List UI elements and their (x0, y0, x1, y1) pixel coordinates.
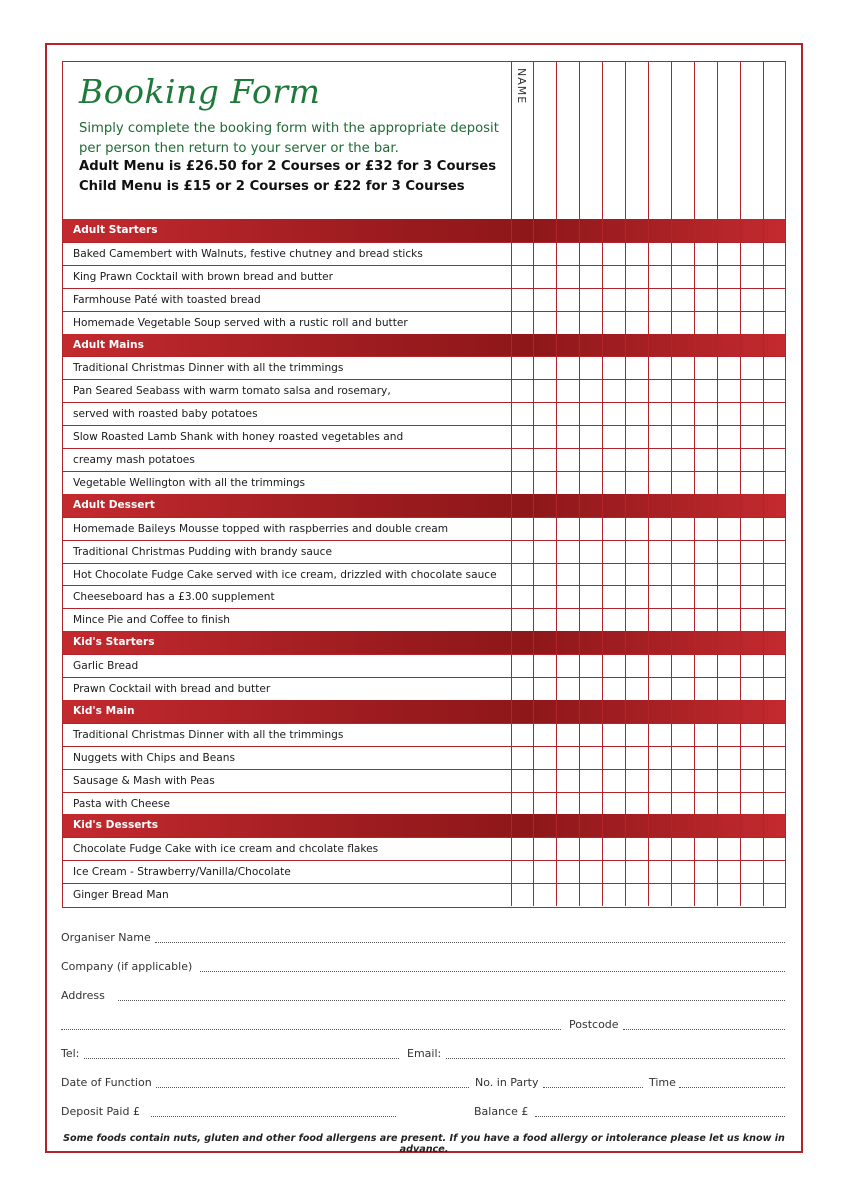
menu-item: Traditional Christmas Dinner with all the trimmings (63, 356, 511, 379)
menu-item: Prawn Cocktail with bread and butter (63, 677, 511, 700)
allergen-notice: Some foods contain nuts, gluten and other food allergens are present. If you have a food allergy or intolerance please let us know in advance. (63, 1133, 785, 1155)
deposit-label: Deposit Paid £ (61, 1105, 140, 1118)
party-field[interactable] (543, 1087, 643, 1088)
name-column-divider (511, 62, 512, 906)
menu-item: Slow Roasted Lamb Shank with honey roasted vegetables and (63, 425, 511, 448)
menu-item: Cheeseboard has a £3.00 supplement (63, 585, 511, 608)
menu-item: Pasta with Cheese (63, 792, 511, 815)
email-label: Email: (407, 1047, 442, 1060)
menu-item: Homemade Vegetable Soup served with a rustic roll and butter (63, 311, 511, 334)
menu-grid (62, 61, 786, 908)
organiser-field[interactable] (155, 942, 785, 943)
menu-item: Ice Cream - Strawberry/Vanilla/Chocolate (63, 860, 511, 883)
menu-item: Vegetable Wellington with all the trimmings (63, 471, 511, 494)
postcode-field[interactable] (623, 1029, 785, 1030)
section-header: Kid's Desserts (63, 814, 785, 837)
address-field[interactable] (118, 1000, 785, 1001)
form-title: Booking Form (79, 72, 321, 111)
name-column-divider (648, 62, 649, 906)
tel-label: Tel: (61, 1047, 80, 1060)
name-column-divider (694, 62, 695, 906)
menu-item: Farmhouse Paté with toasted bread (63, 288, 511, 311)
adult-price-note: Adult Menu is £26.50 for 2 Courses or £32 for 3 Courses (79, 159, 497, 174)
menu-item: Mince Pie and Coffee to finish (63, 608, 511, 631)
name-column-divider (625, 62, 626, 906)
section-header: Kid's Starters (63, 631, 785, 654)
time-field[interactable] (679, 1087, 785, 1088)
date-field[interactable] (156, 1087, 469, 1088)
menu-item: Baked Camembert with Walnuts, festive chutney and bread sticks (63, 242, 511, 265)
name-label: NAME (515, 68, 528, 105)
balance-field[interactable] (535, 1116, 785, 1117)
address-label: Address (61, 989, 105, 1002)
form-header (63, 62, 511, 219)
organiser-label: Organiser Name (61, 931, 151, 944)
name-column-divider (602, 62, 603, 906)
menu-item: Pan Seared Seabass with warm tomato salsa and rosemary, (63, 379, 511, 402)
tel-field[interactable] (84, 1058, 399, 1059)
menu-item: King Prawn Cocktail with brown bread and butter (63, 265, 511, 288)
menu-item: Nuggets with Chips and Beans (63, 746, 511, 769)
menu-item: Sausage & Mash with Peas (63, 769, 511, 792)
company-label: Company (if applicable) (61, 960, 193, 973)
time-label: Time (649, 1076, 676, 1089)
name-column-divider (579, 62, 580, 906)
menu-item: Hot Chocolate Fudge Cake served with ice cream, drizzled with chocolate sauce (63, 563, 511, 586)
date-label: Date of Function (61, 1076, 152, 1089)
menu-item: Garlic Bread (63, 654, 511, 677)
section-header: Adult Starters (63, 219, 785, 242)
menu-item: creamy mash potatoes (63, 448, 511, 471)
form-instructions: Simply complete the booking form with the appropriate deposit per person then return to your server or the bar. (79, 121, 499, 156)
name-column-divider (533, 62, 534, 906)
menu-item: Ginger Bread Man (63, 883, 511, 906)
section-header: Adult Dessert (63, 494, 785, 517)
deposit-field[interactable] (151, 1116, 396, 1117)
menu-item: served with roasted baby potatoes (63, 402, 511, 425)
menu-item: Homemade Baileys Mousse topped with raspberries and double cream (63, 517, 511, 540)
email-field[interactable] (446, 1058, 785, 1059)
name-column-divider (763, 62, 764, 906)
name-header (511, 62, 533, 219)
company-field[interactable] (200, 971, 785, 972)
name-column-divider (556, 62, 557, 906)
menu-item: Chocolate Fudge Cake with ice cream and chcolate flakes (63, 837, 511, 860)
party-label: No. in Party (475, 1076, 539, 1089)
section-header: Kid's Main (63, 700, 785, 723)
postcode-label: Postcode (569, 1018, 619, 1031)
address-field-2[interactable] (61, 1029, 561, 1030)
name-column-divider (740, 62, 741, 906)
child-price-note: Child Menu is £15 or 2 Courses or £22 for 3 Courses (79, 179, 465, 194)
name-column-divider (671, 62, 672, 906)
section-header: Adult Mains (63, 334, 785, 357)
name-column-divider (717, 62, 718, 906)
balance-label: Balance £ (474, 1105, 529, 1118)
menu-item: Traditional Christmas Dinner with all the trimmings (63, 723, 511, 746)
menu-item: Traditional Christmas Pudding with brandy sauce (63, 540, 511, 563)
